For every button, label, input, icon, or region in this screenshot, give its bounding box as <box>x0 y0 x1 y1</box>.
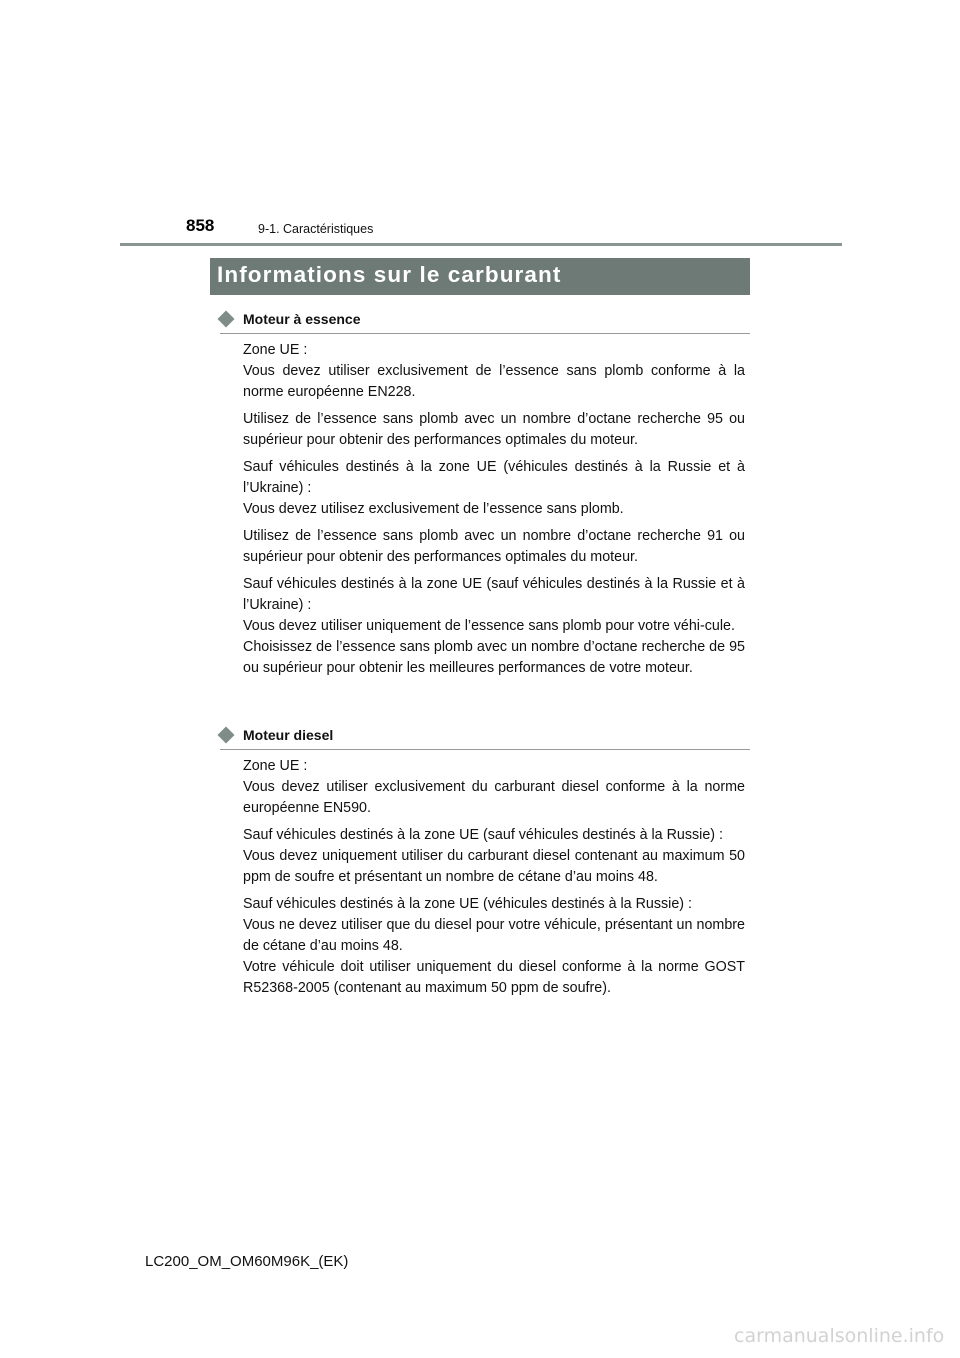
paragraph: Sauf véhicules destinés à la zone UE (sauf véhicules destinés à la Russie) : Vous devez uniquement utiliser du carburant diesel contenant au maximum 50 ppm de soufre et présentant un nombre de cétane d’au moins 48. <box>243 827 745 885</box>
paragraph: Utilisez de l’essence sans plomb avec un nombre d’octane recherche 95 ou supérieur pour obtenir des performances optimales du moteur. <box>243 411 745 448</box>
paragraph: Utilisez de l’essence sans plomb avec un nombre d’octane recherche 91 ou supérieur pour obtenir des performances optimales du moteur. <box>243 528 745 565</box>
section-heading-petrol <box>220 311 750 334</box>
title-bar <box>210 258 750 295</box>
document-code: LC200_OM_OM60M96K_(EK) <box>145 1253 349 1270</box>
section-heading-label: Moteur diesel <box>243 727 334 743</box>
section-heading-diesel <box>220 727 750 750</box>
diamond-bullet-icon <box>218 311 235 328</box>
section-body-diesel <box>243 756 745 1005</box>
page-title: Informations sur le carburant <box>217 262 562 287</box>
watermark: carmanualsonline.info <box>734 1325 945 1347</box>
paragraph: Zone UE : Vous devez utiliser exclusivement du carburant diesel conforme à la norme européenne EN590. <box>243 758 745 816</box>
header-rule <box>120 243 842 246</box>
paragraph: Sauf véhicules destinés à la zone UE (sauf véhicules destinés à la Russie et à l’Ukraine) : Vous devez utiliser uniquement de l’essence sans plomb pour votre véhi-cule. Choisissez de l’essence sans plomb avec un nombre d’octane recherche de 95 ou supérieur pour obtenir les meilleures performances de votre moteur. <box>243 576 745 676</box>
page-number: 858 <box>186 216 215 235</box>
diamond-bullet-icon <box>218 727 235 744</box>
paragraph: Zone UE : Vous devez utiliser exclusivement de l’essence sans plomb conforme à la norme européenne EN228. <box>243 342 745 400</box>
chapter-label: 9-1. Caractéristiques <box>258 222 374 236</box>
paragraph: Sauf véhicules destinés à la zone UE (véhicules destinés à la Russie) : Vous ne devez utiliser que du diesel pour votre véhicule, présentant un nombre de cétane d’au moins 48. Votre véhicule doit utiliser uniquement du diesel conforme à la norme GOST R52368-2005 (contenant au maximum 50 ppm de soufre). <box>243 896 745 996</box>
section-heading-label: Moteur à essence <box>243 311 361 327</box>
paragraph: Sauf véhicules destinés à la zone UE (véhicules destinés à la Russie et à l’Ukraine) : Vous devez utilisez exclusivement de l’essence sans plomb. <box>243 459 745 517</box>
section-body-petrol <box>243 340 745 685</box>
